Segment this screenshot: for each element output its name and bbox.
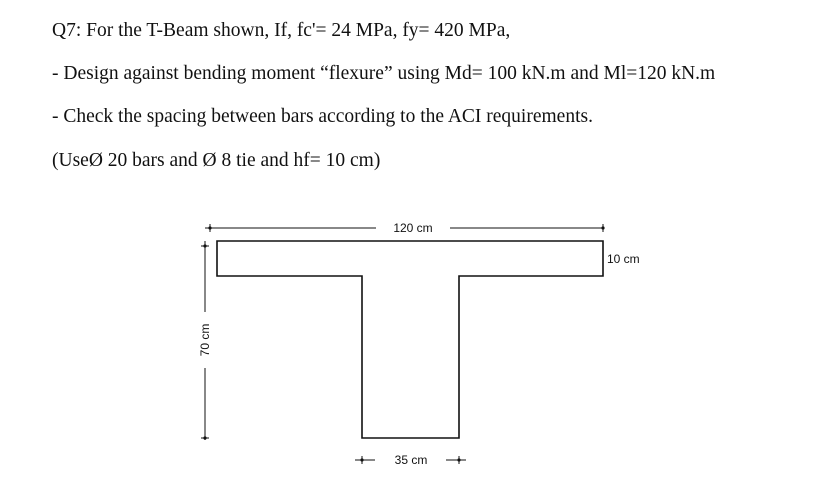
flange-thickness-label: 10 cm xyxy=(607,252,640,266)
web-width-label: 35 cm xyxy=(394,453,428,467)
t-beam-section-outline xyxy=(217,241,603,438)
question-line-1: Q7: For the T-Beam shown, If, fc'= 24 MPa, fy= 420 MPa, xyxy=(52,20,511,41)
question-line-2: - Design against bending moment “flexure” using Md= 100 kN.m and Ml=120 kN.m xyxy=(52,63,716,84)
flange-width-label: 120 cm xyxy=(393,221,433,235)
total-height-label: 70 cm xyxy=(198,323,212,357)
question-line-4: (UseØ 20 bars and Ø 8 tie and hf= 10 cm) xyxy=(52,150,381,171)
question-line-3: - Check the spacing between bars according to the ACI requirements. xyxy=(52,106,593,127)
